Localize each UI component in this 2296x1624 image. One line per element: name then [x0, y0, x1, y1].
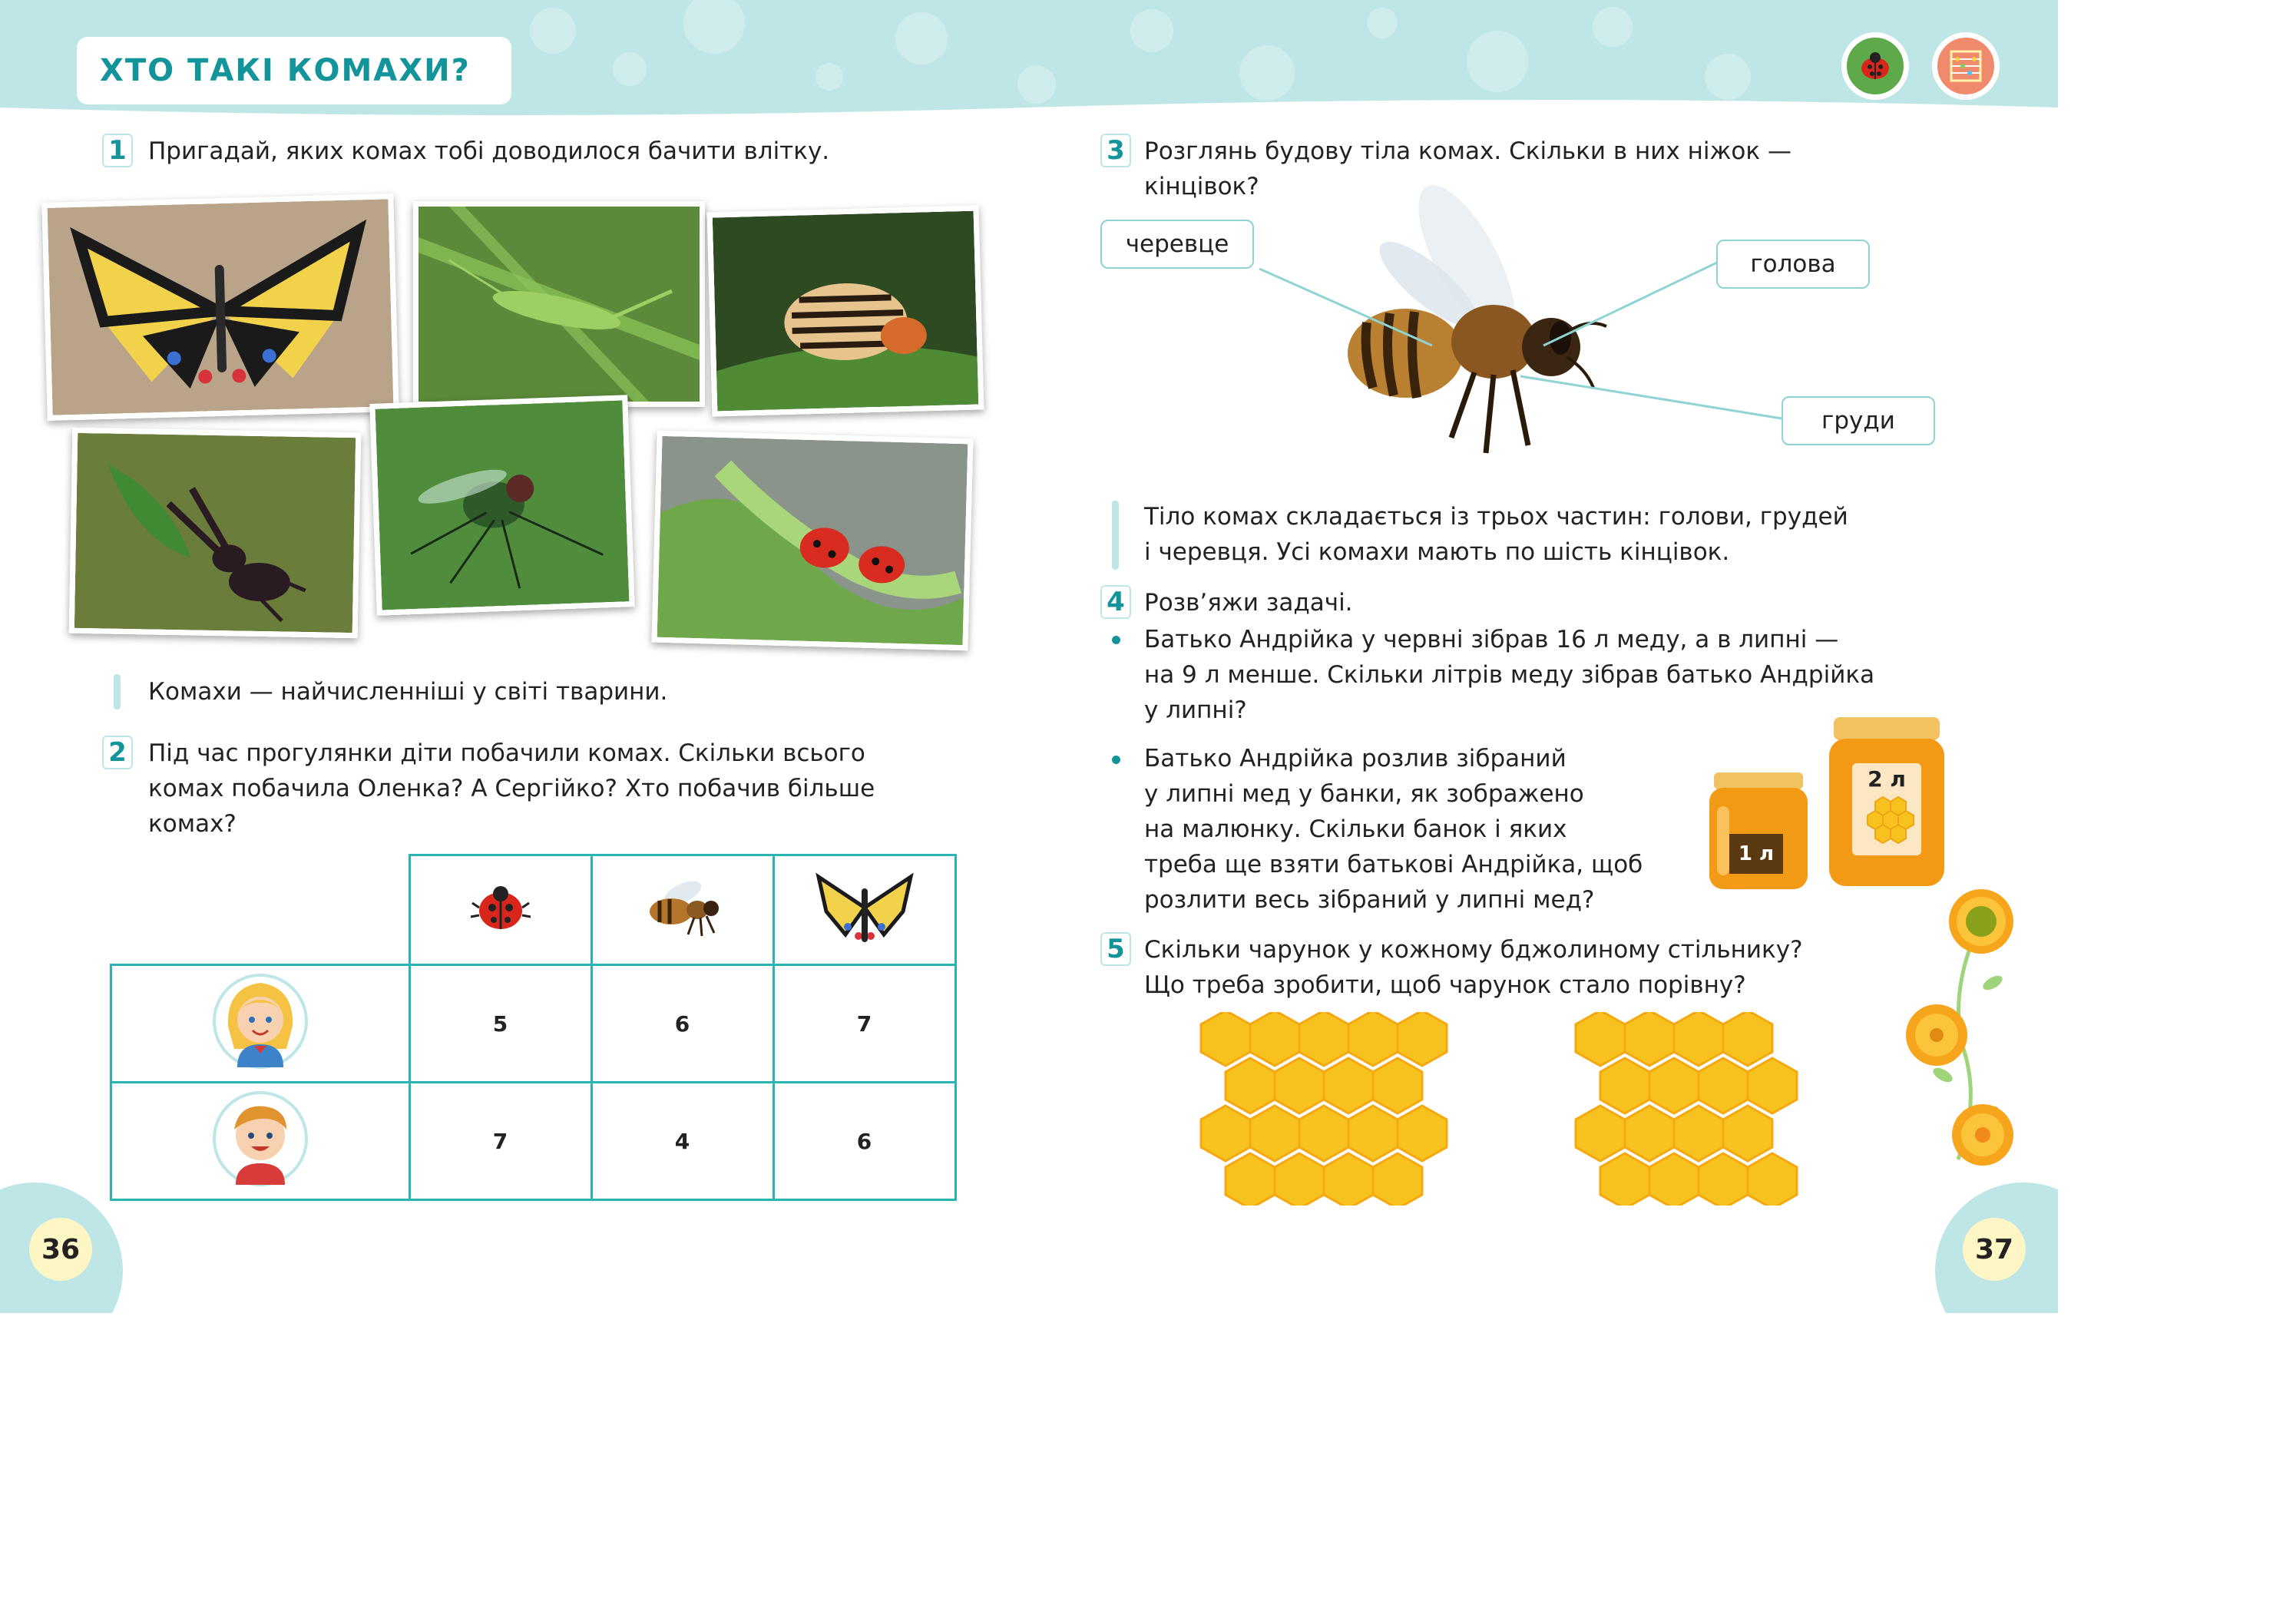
task-4-item-1-line: на 9 л менше. Скільки літрів меду зібрав батько Андрійка — [1144, 661, 1875, 689]
honeycomb-cell — [1748, 1058, 1797, 1113]
fact-2-bar — [1112, 501, 1119, 570]
honeycomb-cell — [1649, 1153, 1699, 1206]
task-4-item-2-line: на малюнку. Скільки банок і яких — [1144, 815, 1567, 843]
task-5-line: Що треба зробити, щоб чарунок стало порівну? — [1144, 971, 1746, 999]
fact-1-bar — [114, 674, 121, 709]
task-2-line: Під час прогулянки діти побачили комах. Скільки всього — [148, 739, 865, 767]
honey-jar-big — [1829, 717, 1944, 891]
page-number-left: 36 — [29, 1218, 92, 1281]
honeycomb-cell — [1674, 1106, 1723, 1161]
honeycomb-cell — [1723, 1106, 1772, 1161]
task-4-item-1-line: Батько Андрійка у червні зібрав 16 л меду, а в липні — — [1144, 626, 1839, 653]
abdomen-label: черевце — [1100, 220, 1254, 269]
abacus-icon — [1932, 32, 2000, 100]
fact-2-line: і черевця. Усі комахи мають по шість кінцівок. — [1144, 538, 1730, 566]
boy-bee-count: 4 — [591, 1083, 773, 1200]
honeycomb-cell — [1398, 1106, 1447, 1161]
fact-2-line: Тіло комах складається із трьох частин: голови, грудей — [1144, 503, 1848, 531]
honeycomb-cell — [1324, 1058, 1373, 1113]
honeycomb-cell — [1201, 1012, 1250, 1066]
task-4-text: Розв’яжи задачі. — [1144, 589, 1353, 617]
ladybugs-photo — [651, 431, 973, 651]
honeycomb-cell — [1299, 1012, 1348, 1066]
task-2-line: комах? — [148, 810, 237, 838]
task-4-item-2-line: розлити весь зібраний у липні мед? — [1144, 886, 1595, 914]
girl-ladybug-count: 5 — [409, 965, 591, 1083]
honeycomb-cell — [1324, 1153, 1373, 1206]
honeycomb-cell — [1576, 1012, 1625, 1066]
small-jar-label: 1 л — [1738, 842, 1775, 865]
table-corner-cell — [111, 855, 410, 965]
table-row — [111, 1083, 956, 1200]
task-5-text — [1144, 932, 1803, 1003]
honeycomb-cell — [1748, 1153, 1797, 1206]
honeycomb-cell — [1201, 1106, 1250, 1161]
task-5-number: 5 — [1100, 932, 1131, 966]
page-title: ХТО ТАКІ КОМАХИ? — [100, 53, 471, 88]
head-label: голова — [1716, 240, 1870, 289]
fact-1-text: Комахи — найчисленніші у світі тварини. — [148, 678, 668, 706]
task-1-text: Пригадай, яких комах тобі доводилося бачити влітку. — [148, 137, 830, 165]
table-header-row — [111, 855, 956, 965]
task-4-item-2-line: треба ще взяти батькові Андрійка, щоб — [1144, 851, 1643, 878]
task-3-number: 3 — [1100, 134, 1131, 167]
fact-2-text — [1144, 499, 1848, 570]
honeycomb-cell — [1576, 1106, 1625, 1161]
insects-table — [110, 854, 957, 1201]
honeycomb-cell — [1275, 1058, 1324, 1113]
task-4-item-1 — [1144, 622, 1874, 728]
task-2-text — [148, 736, 875, 842]
task-4-item-2-line: Батько Андрійка розлив зібраний — [1144, 745, 1567, 772]
honeycomb-cell — [1226, 1058, 1275, 1113]
honeycomb-cell — [1373, 1153, 1422, 1206]
big-jar-label: 2 л — [1868, 766, 1906, 792]
girl-avatar — [111, 965, 410, 1083]
task-2-line: комах побачила Оленка? А Сергійко? Хто побачив більше — [148, 775, 875, 802]
honeycomb-cell — [1275, 1153, 1324, 1206]
task-2-number: 2 — [102, 736, 133, 769]
girl-bee-count: 6 — [591, 965, 773, 1083]
honeycomb-cell — [1226, 1153, 1275, 1206]
task-4-number: 4 — [1100, 585, 1131, 619]
grasshopper-photo — [413, 201, 705, 407]
task-1-number: 1 — [102, 134, 133, 167]
butterfly-photo — [41, 193, 399, 421]
honeycomb-cell — [1699, 1153, 1748, 1206]
boy-avatar — [111, 1083, 410, 1200]
butterfly-column-icon — [773, 855, 955, 965]
task-4-item-2 — [1144, 741, 1643, 918]
honeycomb-cell — [1649, 1058, 1699, 1113]
honeycomb-cell — [1299, 1106, 1348, 1161]
honeycomb-cell — [1348, 1012, 1398, 1066]
colorado-beetle-photo — [707, 205, 984, 416]
page-number-right: 37 — [1963, 1218, 2026, 1281]
task-4-item-1-line: у липні? — [1144, 696, 1247, 724]
honeycomb-cell — [1699, 1058, 1748, 1113]
page-title-box — [77, 37, 511, 104]
task-4-item-2-line: у липні мед у банки, як зображено — [1144, 780, 1584, 808]
honeycomb-1 — [1198, 1012, 1459, 1206]
honeycomb-cell — [1600, 1153, 1649, 1206]
stag-beetle-photo — [69, 428, 362, 639]
honeycomb-cell — [1625, 1106, 1674, 1161]
honeycomb-cell — [1600, 1058, 1649, 1113]
honeycomb-cell — [1348, 1106, 1398, 1161]
task-3-line: Розглянь будову тіла комах. Скільки в них ніжок — — [1144, 137, 1791, 165]
boy-ladybug-count: 7 — [409, 1083, 591, 1200]
thorax-label: груди — [1782, 396, 1935, 445]
task-3-line: кінцівок? — [1144, 173, 1259, 200]
table-row — [111, 965, 956, 1083]
honeycomb-cell — [1373, 1058, 1422, 1113]
task-5-line: Скільки чарунок у кожному бджолиному стільнику? — [1144, 936, 1803, 964]
honeycomb-cell — [1398, 1012, 1447, 1066]
honey-jar-small — [1709, 772, 1808, 894]
bee-column-icon — [591, 855, 773, 965]
bullet — [1112, 636, 1120, 644]
ladybug-column-icon — [409, 855, 591, 965]
fly-photo — [369, 395, 634, 616]
header-band — [0, 0, 2058, 115]
honeycomb-cell — [1625, 1012, 1674, 1066]
bullet — [1112, 756, 1120, 764]
boy-butterfly-count: 6 — [773, 1083, 955, 1200]
flowers-decoration — [1904, 883, 2027, 1190]
honeycomb-cell — [1250, 1012, 1299, 1066]
honeycomb-cell — [1723, 1012, 1772, 1066]
ladybug-icon — [1841, 32, 1909, 100]
girl-butterfly-count: 7 — [773, 965, 955, 1083]
honeycomb-cell — [1674, 1012, 1723, 1066]
honeycomb-2 — [1573, 1012, 1803, 1206]
honeycomb-cell — [1250, 1106, 1299, 1161]
